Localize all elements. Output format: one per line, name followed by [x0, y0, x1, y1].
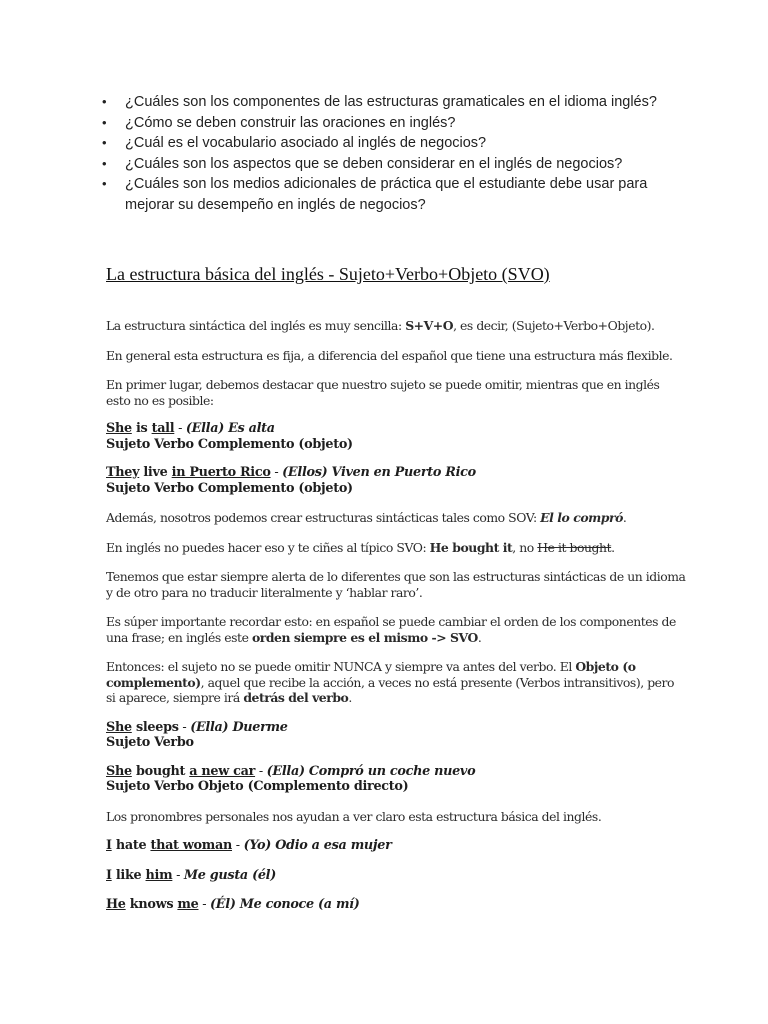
list-item: • ¿Cuáles son los componentes de las estructuras gramaticales en el idioma inglés? — [100, 92, 680, 113]
example-roles: Sujeto Verbo — [106, 735, 194, 750]
example-i-like: I like him - Me gusta (él) — [106, 867, 276, 883]
paragraph-order: Es súper importante recordar esto: en español se puede cambiar el orden de los componentes de una frase; en inglés este orden siempre es el mismo -> SVO. — [106, 614, 676, 645]
question-list — [100, 92, 680, 215]
example-i-hate: I hate that woman - (Yo) Odio a esa mujer — [106, 838, 392, 853]
article-body — [106, 318, 686, 913]
example-she-is-tall: She is tall - (Ella) Es alta — [106, 421, 275, 436]
list-item: • ¿Cuál es el vocabulario asociado al inglés de negocios? — [100, 133, 680, 154]
example-she-bought: She bought a new car - (Ella) Compró un coche nuevo — [106, 763, 476, 779]
paragraph-subject-omit: En primer lugar, debemos destacar que nuestro sujeto se puede omitir, mientras que en inglés esto no es posible: — [106, 377, 660, 408]
list-item: • ¿Cómo se deben construir las oraciones en inglés? — [100, 113, 680, 134]
section-heading: La estructura básica del inglés - Sujeto+Verbo+Objeto (SVO) — [106, 264, 550, 284]
paragraph-fixed-structure: En general esta estructura es fija, a diferencia del español que tiene una estructura más flexible. — [106, 347, 673, 363]
example-roles: Sujeto Verbo Objeto (Complemento directo) — [106, 779, 409, 794]
bullet-icon: • — [102, 94, 107, 109]
example-they-live: They live in Puerto Rico - (Ellos) Viven en Puerto Rico — [106, 465, 476, 480]
paragraph-object: Entonces: el sujeto no se puede omitir NUNCA y siempre va antes del verbo. El Objeto (o complemento), aquel que recibe la acción, a veces no está presente (Verbos intransitivos), pero si aparece, siempre irá detrás del verbo. — [106, 659, 675, 705]
example-she-sleeps: She sleeps - (Ella) Duerme — [106, 719, 288, 735]
example-roles: Sujeto Verbo Complemento (objeto) — [106, 480, 353, 496]
paragraph-sov: Además, nosotros podemos crear estructuras sintácticas tales como SOV: El lo compró. — [106, 510, 627, 525]
bullet-icon: • — [102, 155, 107, 171]
paragraph-alert: Tenemos que estar siempre alerta de lo diferentes que son las estructuras sintácticas de un idioma y de otro para no traducir literalmente y ‘hablar raro’. — [106, 569, 686, 600]
example-he-knows: He knows me - (Él) Me conoce (a mí) — [106, 897, 360, 912]
paragraph-svo-english: En inglés no puedes hacer eso y te ciñes al típico SVO: He bought it, no He it bought. — [106, 539, 615, 555]
paragraph-pronouns: Los pronombres personales nos ayudan a ver claro esta estructura básica del inglés. — [106, 808, 602, 824]
list-item: • ¿Cuáles son los medios adicionales de práctica que el estudiante debe usar para mejorar su desempeño en inglés de negocios? — [102, 176, 648, 213]
bullet-icon: • — [102, 114, 107, 130]
example-roles: Sujeto Verbo Complemento (objeto) — [106, 436, 353, 452]
bullet-icon: • — [102, 176, 107, 191]
list-item: • ¿Cuáles son los aspectos que se deben considerar en el inglés de negocios? — [100, 154, 680, 175]
paragraph-svo-intro: La estructura sintáctica del inglés es muy sencilla: S+V+O, es decir, (Sujeto+Verbo+Objeto). — [106, 318, 655, 333]
bullet-icon: • — [102, 135, 107, 150]
